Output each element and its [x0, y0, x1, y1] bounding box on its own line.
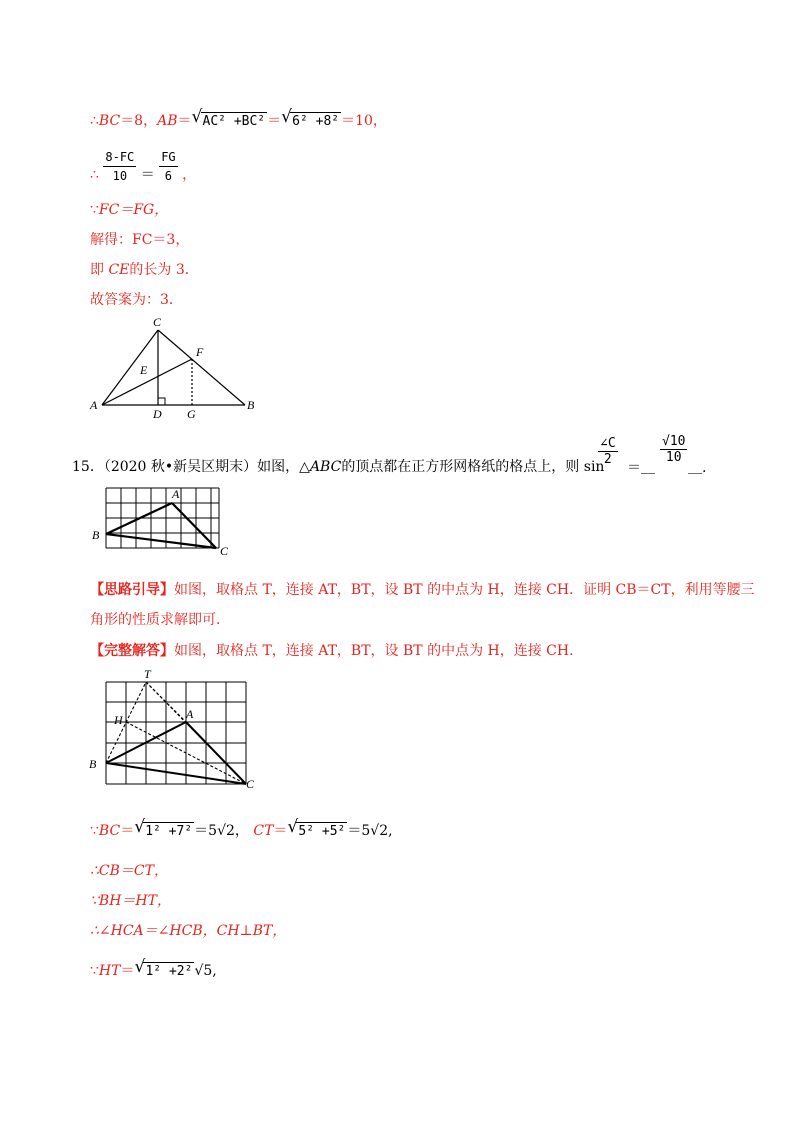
label-c: C — [153, 315, 162, 329]
bh-equals-ht: ∵BH＝HT， — [90, 893, 171, 909]
angle-fraction: $\frac{\angle C}{2}$ — [600, 436, 616, 467]
label-a: A — [90, 398, 98, 412]
question-15: 15．（2020 秋•新吴区期末）如图，△ABC的顶点都在正方形网格纸的格点上，则 sin — [72, 459, 605, 475]
answer-fraction: $\frac{√10}{10}$ — [662, 434, 686, 465]
label-a: A — [186, 707, 194, 721]
label-h: H — [114, 713, 123, 727]
label-a: A — [172, 487, 180, 501]
equation-bc-ab: ∴BC＝8，AB＝√ AC² +BC² ＝√ 6² +8² ＝10， — [90, 112, 387, 131]
label-f: F — [196, 345, 204, 359]
bc-ct-lengths: ∵BC＝√ 1² +7² ＝5√2， CT＝√ 5² +5² ＝5√2, — [90, 822, 393, 841]
label-c: C — [220, 544, 229, 558]
label-b: B — [247, 398, 255, 412]
grid-figure-3 — [86, 666, 266, 790]
label-c: C — [246, 777, 255, 790]
label-b: B — [92, 528, 100, 542]
label-d: D — [153, 407, 162, 421]
angle-equality: ∴∠HCA＝∠HCB，CH⊥BT， — [90, 923, 287, 939]
ce-length: 即 CE的长为 3． — [90, 262, 199, 278]
hint-line-2: 角形的性质求解即可. — [90, 612, 221, 628]
label-t: T — [144, 667, 151, 681]
grid-figure-2 — [88, 484, 238, 560]
fc-equals-fg: ∵FC＝FG， — [90, 202, 169, 218]
ht-length: ∵HT＝√ 1² +2² √5, — [90, 962, 217, 981]
proportion-equation: ∴ $\frac{8-FC}{10}$ ＝ $\frac{FG}{6}$ ， — [90, 150, 197, 183]
equals-sign: ＝＿ — [627, 460, 655, 476]
cb-equals-ct: ∴CB＝CT， — [90, 863, 168, 879]
label-g: G — [187, 407, 196, 421]
label-b: B — [89, 757, 97, 771]
solution-intro: 【完整解答】如图，取格点 T，连接 AT，BT，设 BT 的中点为 H，连接 CH. — [90, 643, 574, 659]
answer-line: 故答案为：3． — [90, 292, 183, 308]
blank-end: ＿. — [688, 460, 707, 476]
hint-line-1: 【思路引导】如图，取格点 T，连接 AT，BT，设 BT 的中点为 H，连接 CH．证明 CB＝CT，利用等腰三 — [90, 582, 755, 598]
solve-fc: 解得：FC＝3， — [90, 232, 190, 248]
triangle-figure-1 — [88, 312, 268, 422]
label-e: E — [140, 363, 148, 377]
